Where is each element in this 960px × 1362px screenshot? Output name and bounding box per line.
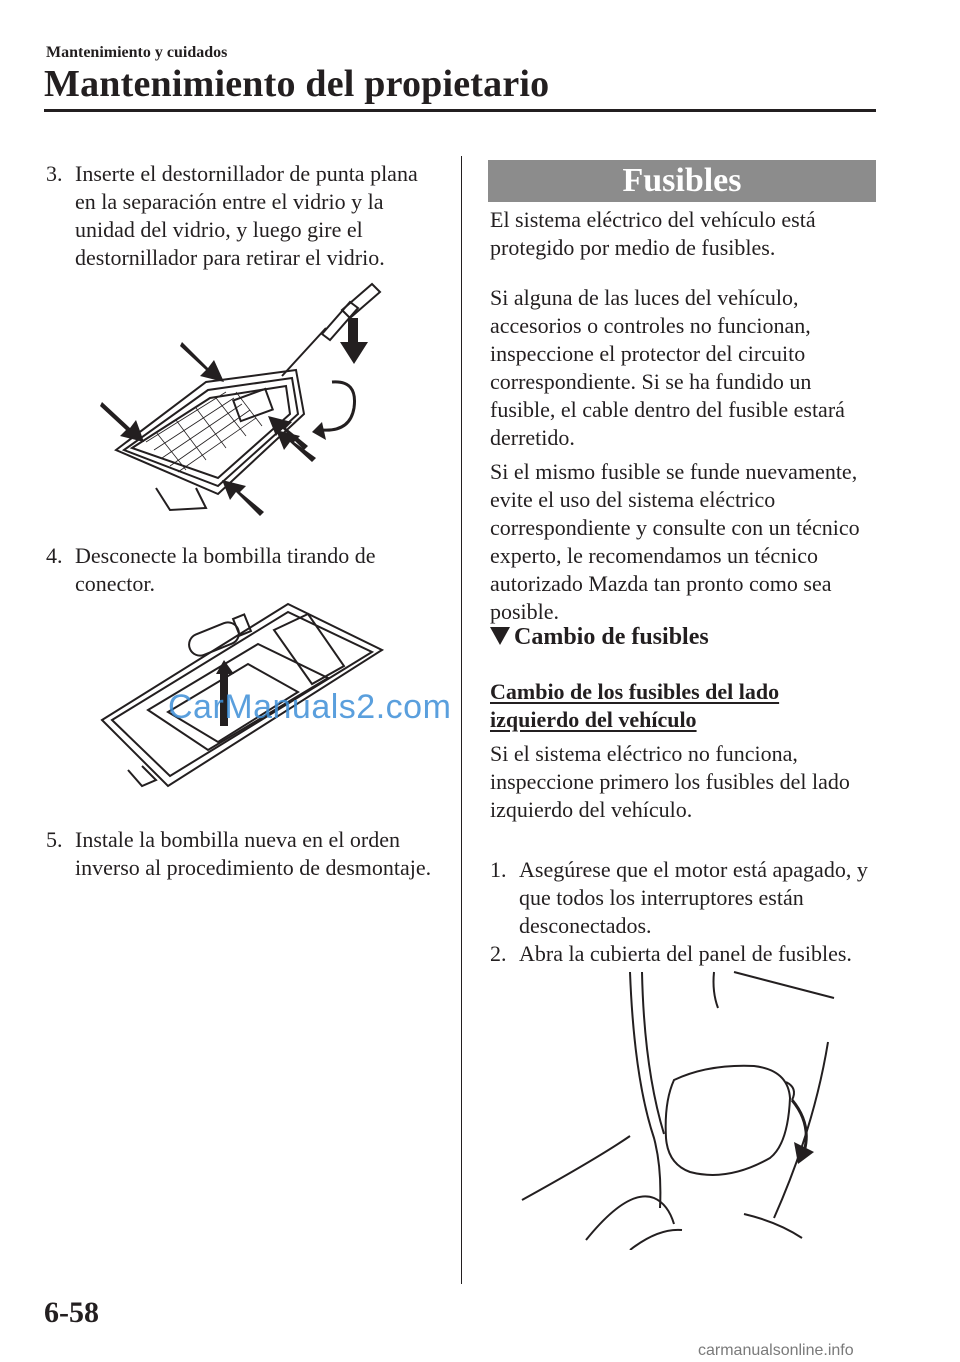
step-1-text: Asegúrese que el motor está apagado, y que todos los interruptores están desconectados. xyxy=(519,857,868,938)
triangle-marker-icon xyxy=(490,627,510,645)
step-5-text: Instale la bombilla nueva en el orden inverso al procedimiento de desmontaje. xyxy=(75,827,432,880)
subheading-cambio-de-fusibles xyxy=(490,624,709,651)
header-rule xyxy=(44,109,876,112)
footer-watermark: carmanualsonline.info xyxy=(698,1342,854,1359)
paragraph-1: El sistema eléctrico del vehículo está protegido por medio de fusibles. xyxy=(490,207,816,260)
lamp-lens-removal-illustration xyxy=(96,282,396,534)
step-4 xyxy=(46,542,436,598)
section-banner-fusibles: Fusibles xyxy=(488,160,876,202)
step-3-number: 3. xyxy=(46,161,63,186)
underlined-heading xyxy=(490,678,810,734)
column-divider xyxy=(461,156,462,1284)
step-1 xyxy=(490,856,882,940)
paragraph-3: Si el mismo fusible se funde nuevamente, evite el uso del sistema eléctrico correspondiente y consulte con un técnico experto, le recomendamos un técnico autorizado Mazda tan pronto como sea posible. xyxy=(490,459,860,624)
step-2-text: Abra la cubierta del panel de fusibles. xyxy=(519,941,852,966)
step-2 xyxy=(490,940,882,968)
paragraph-4: Si el sistema eléctrico no funciona, inspeccione primero los fusibles del lado izquierdo del vehículo. xyxy=(490,741,850,822)
paragraph-2: Si alguna de las luces del vehículo, accesorios o controles no funcionan, inspeccione el protector del circuito correspondiente. Si se ha fundido un fusible, el cable dentro del fusible estará derretido. xyxy=(490,285,845,450)
step-2-number: 2. xyxy=(490,941,507,966)
step-1-number: 1. xyxy=(490,857,507,882)
step-5-number: 5. xyxy=(46,827,63,852)
fuse-panel-cover-illustration xyxy=(518,968,848,1250)
header-section-label: Mantenimiento y cuidados xyxy=(46,44,228,61)
underlined-heading-text: Cambio de los fusibles del lado izquierdo del vehículo xyxy=(490,679,780,732)
subheading-text: Cambio de fusibles xyxy=(514,624,709,650)
step-4-number: 4. xyxy=(46,543,63,568)
step-4-text: Desconecte la bombilla tirando de conector. xyxy=(75,543,376,596)
step-5 xyxy=(46,826,436,882)
step-3-text: Inserte el destornillador de punta plana en la separación entre el vidrio y la unidad del vidrio, y luego gire el destornillador para retirar el vidrio. xyxy=(75,161,418,270)
watermark-carmanuals2: CarManuals2.com xyxy=(168,688,452,726)
page-title: Mantenimiento del propietario xyxy=(44,63,550,105)
step-3 xyxy=(46,160,436,272)
page-number: 6-58 xyxy=(44,1296,99,1329)
